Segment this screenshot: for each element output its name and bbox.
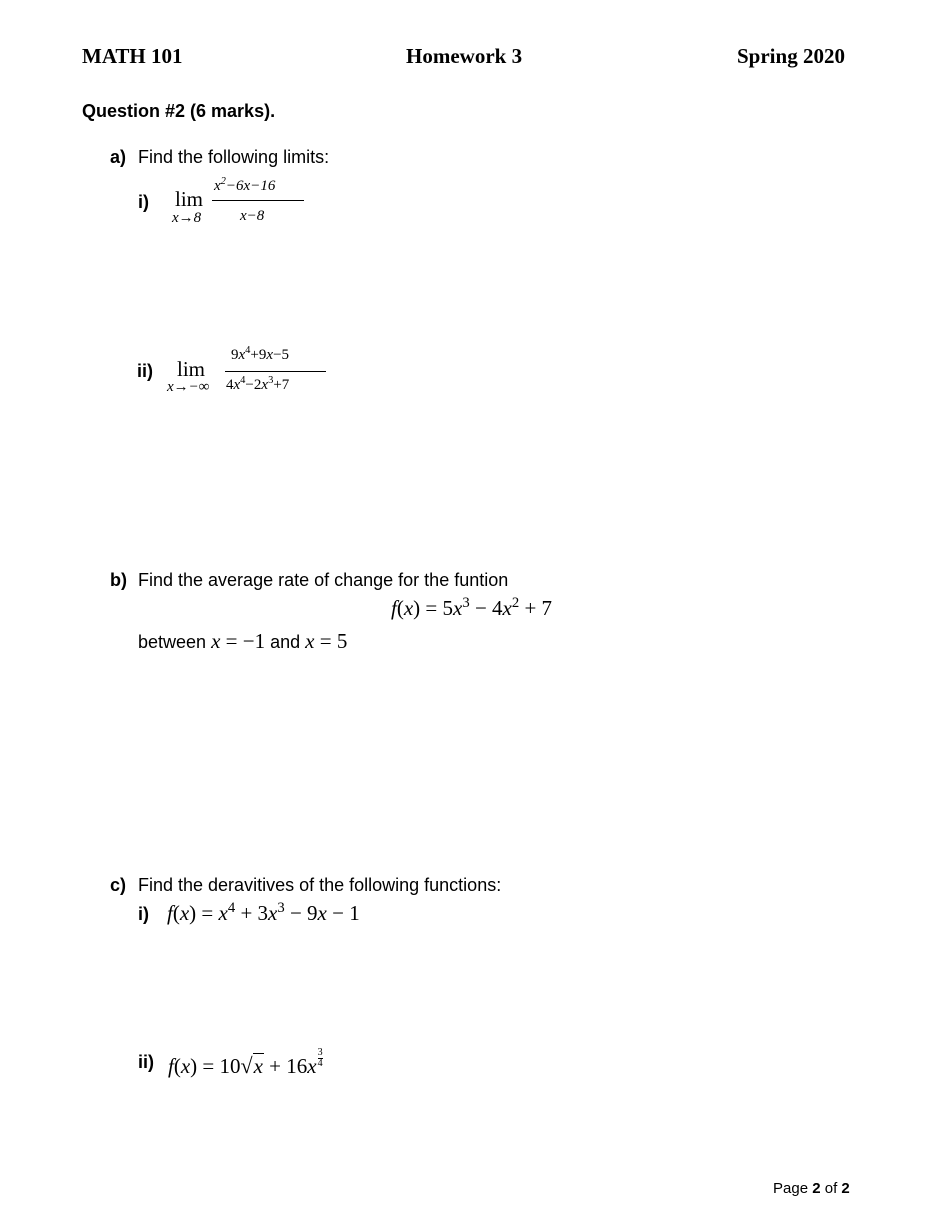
lim-ii-denominator: $4x^4-2x^3+7$ bbox=[226, 375, 290, 393]
lim-i-fraction-bar bbox=[212, 200, 304, 201]
course-code: MATH 101 bbox=[82, 44, 183, 68]
term: Spring 2020 bbox=[737, 44, 845, 68]
part-a-prompt: Find the following limits: bbox=[138, 147, 330, 167]
part-b-function: $f(x) = 5x^3 - 4x^2 + 7$ bbox=[391, 594, 553, 620]
part-b-label: b) bbox=[110, 570, 127, 590]
lim-ii-fraction-bar bbox=[225, 371, 326, 372]
part-c-label: c) bbox=[110, 875, 127, 895]
part-a-label: a) bbox=[110, 147, 127, 167]
lim-ii-operator: lim bbox=[177, 357, 206, 381]
part-c-prompt: Find the deravitives of the following functions: bbox=[138, 875, 502, 895]
lim-ii-subscript: x→−∞ bbox=[167, 379, 210, 395]
lim-i-numerator: $x^2-6x-16$ bbox=[214, 176, 276, 194]
part-c-i-function: $f(x) = x^4 + 3x^3 - 9x - 1$ bbox=[167, 899, 360, 925]
lim-i-denominator: x−8 bbox=[240, 208, 265, 224]
part-c-i-label: i) bbox=[138, 904, 149, 924]
part-a-ii-label: ii) bbox=[137, 361, 153, 381]
part-b-prompt: Find the average rate of change for the funtion bbox=[138, 570, 509, 590]
part-c-ii-label: ii) bbox=[138, 1052, 154, 1072]
part-c-ii-function: f(x) = 10√x + 16x $\frac{3}{4}$ bbox=[168, 1047, 323, 1078]
lim-i-operator: lim bbox=[175, 187, 204, 211]
assignment-title: Homework 3 bbox=[406, 44, 523, 68]
lim-ii-numerator: $9x^4+9x-5$ bbox=[231, 345, 290, 363]
lim-i-subscript: x→8 bbox=[172, 210, 202, 226]
question-title: Question #2 (6 marks). bbox=[82, 101, 276, 121]
part-a-i-label: i) bbox=[138, 192, 149, 212]
part-b-interval: between x = −1 and x = 5 bbox=[138, 629, 348, 653]
page-number: Page 2 of 2 bbox=[773, 1180, 850, 1197]
